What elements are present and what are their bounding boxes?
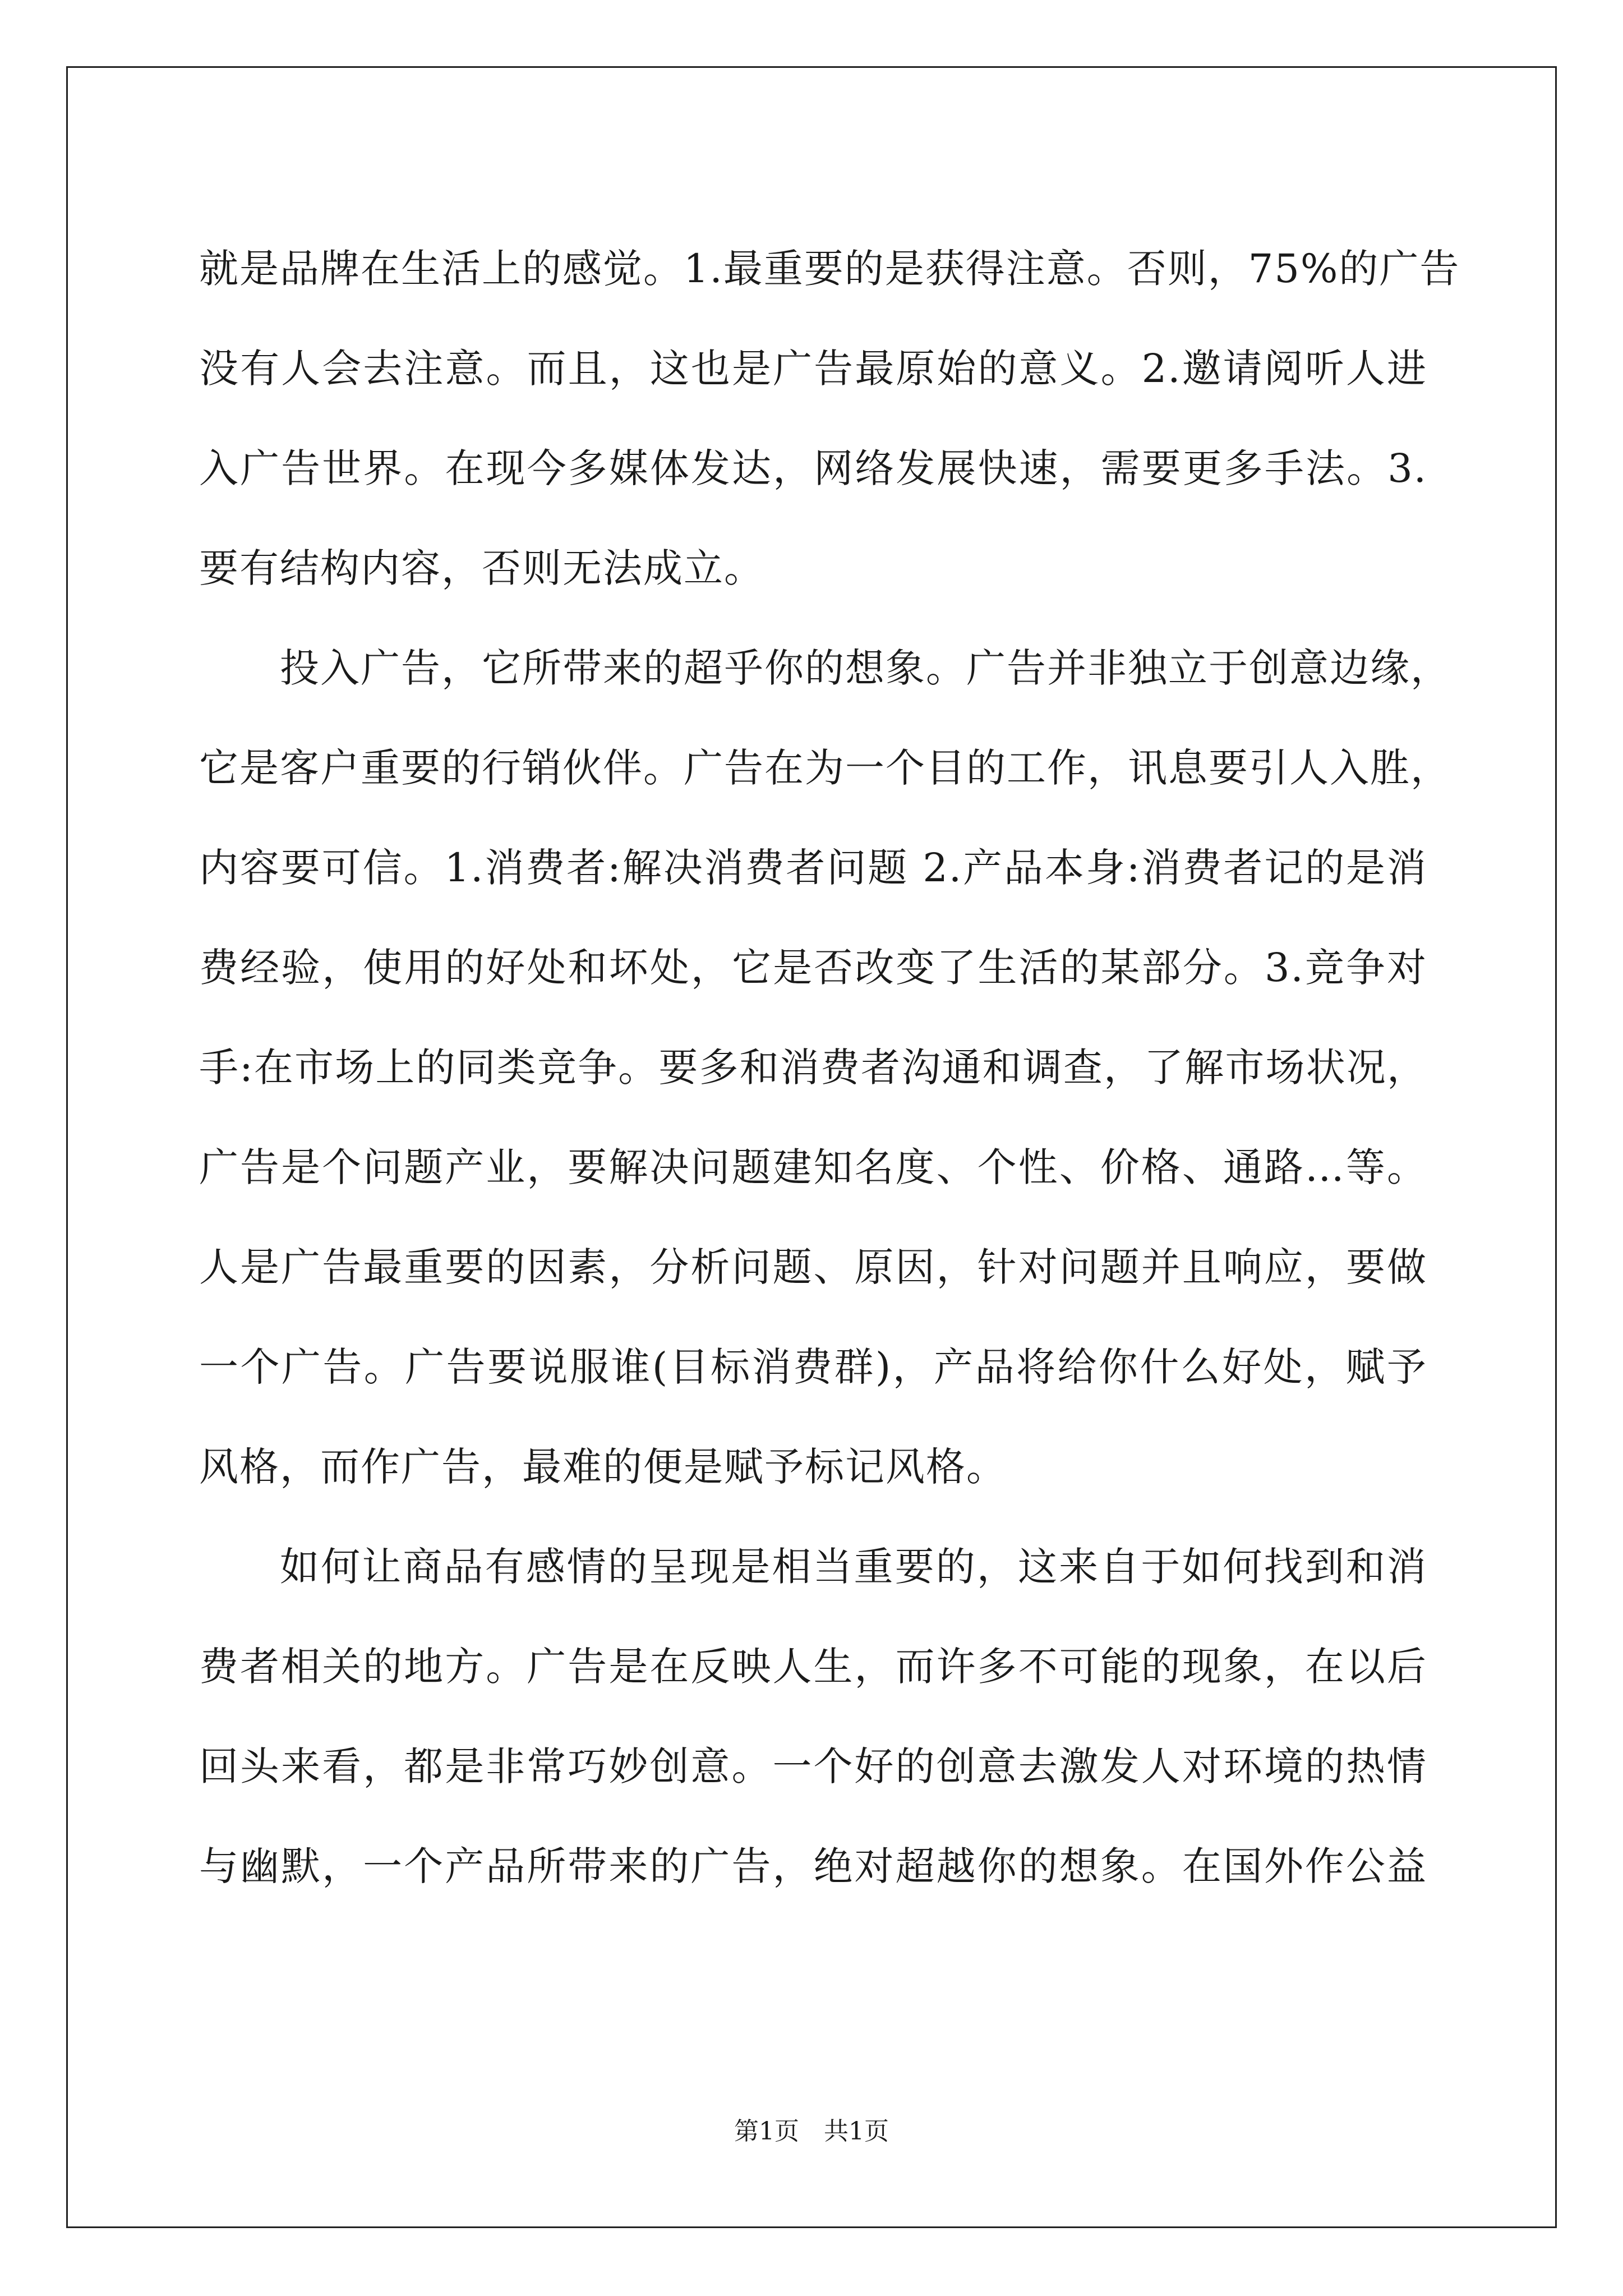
text-line: 人是广告最重要的因素，分析问题、原因，针对问题并且响应，要做 [199,1244,1427,1290]
text-line: 投入广告，它所带来的超乎你的想象。广告并非独立于创意边缘， [280,645,1451,691]
page-footer [0,2115,1623,2148]
paragraph-2 [199,618,1451,1517]
page-number-label: 第1页 共1页 [734,2117,889,2146]
text-line: 内容要可信。1.消费者:解决消费者问题 2.产品本身:消费者记的是消 [199,845,1427,891]
text-line: 与幽默，一个产品所带来的广告，绝对超越你的想象。在国外作公益 [199,1843,1427,1889]
text-line: 一个广告。广告要说服谁(目标消费群)，产品将给你什么好处，赋予 [199,1344,1427,1390]
text-line: 如何让商品有感情的呈现是相当重要的，这来自于如何找到和消 [280,1544,1427,1590]
paragraph-3 [199,1517,1427,1916]
text-line: 广告是个问题产业，要解决问题建知名度、个性、价格、通路…等。 [199,1144,1427,1190]
text-line: 要有结构内容，否则无法成立。 [199,545,764,591]
text-line: 风格，而作广告，最难的便是赋予标记风格。 [199,1444,1007,1490]
text-line: 没有人会去注意。而且，这也是广告最原始的意义。2.邀请阅听人进 [199,346,1427,392]
document-body [199,219,1460,1916]
text-line: 入广告世界。在现今多媒体发达，网络发展快速，需要更多手法。3. [199,445,1427,491]
text-line: 手:在市场上的同类竞争。要多和消费者沟通和调查，了解市场状况， [199,1045,1427,1091]
text-line: 回头来看，都是非常巧妙创意。一个好的创意去激发人对环境的热情 [199,1743,1427,1789]
text-line: 它是客户重要的行销伙伴。广告在为一个目的工作，讯息要引人入胜， [199,745,1451,791]
text-line: 就是品牌在生活上的感觉。1.最重要的是获得注意。否则，75%的广告 [199,246,1460,292]
paragraph-1 [199,219,1460,618]
text-line: 费者相关的地方。广告是在反映人生，而许多不可能的现象，在以后 [199,1644,1427,1690]
text-line: 费经验，使用的好处和坏处，它是否改变了生活的某部分。3.竞争对 [199,945,1427,991]
